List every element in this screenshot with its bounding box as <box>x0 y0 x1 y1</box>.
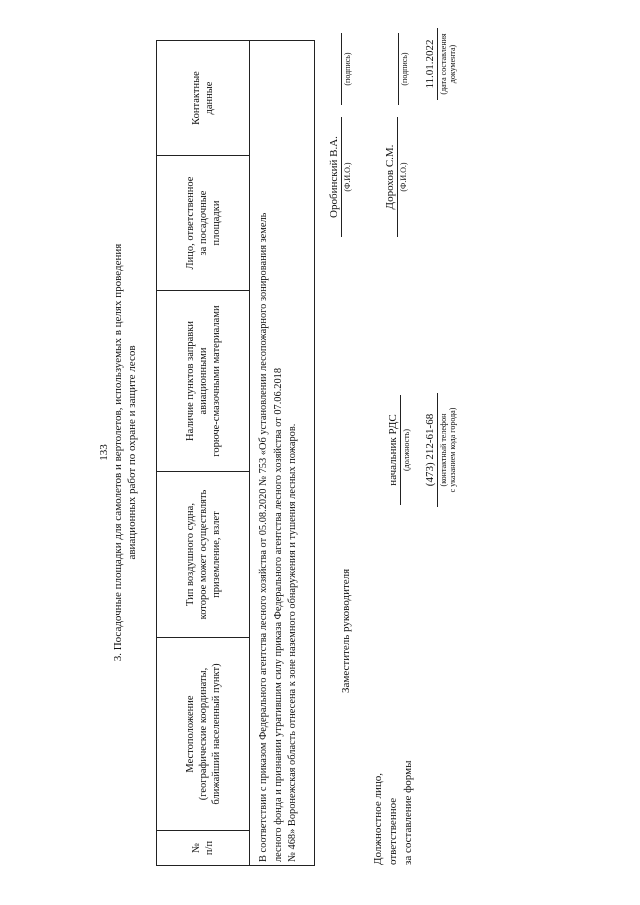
table-header-row <box>157 41 250 865</box>
section-title-line-2: авиационных работ по охране и защите лесов <box>126 345 138 560</box>
responsible-signature-caption: (подпись) <box>400 52 409 86</box>
phone-caption-line-2: с указанием кода города) <box>448 407 457 493</box>
section-title-line-1: 3. Посадочные площадки для самолетов и вертолетов, используемых в целях проведения <box>112 243 124 662</box>
position-value: начальник РДС <box>387 395 401 505</box>
position-caption: (должность) <box>402 429 411 471</box>
note-line-1: В соответствии с приказом Федерального агентства лесного хозяйства от 05.08.2020 № 753 «Об установлении лесопожарного зонирования земель <box>258 212 269 862</box>
page-number: 133 <box>98 444 110 461</box>
date-caption-line-2: документа) <box>448 44 457 84</box>
header-cell-responsible-person: Лицо, ответственное за посадочные площадки <box>157 155 249 290</box>
header-cell-contacts: Контактные данные <box>191 71 215 125</box>
header-cell-fuel-points: Наличие пунктов заправки авиационными горюче-смазочными материалами <box>157 290 249 471</box>
phone-value: (473) 212-61-68 <box>424 393 438 507</box>
table-note-row <box>250 41 301 865</box>
responsible-name: Дорохов С.М. <box>384 117 398 237</box>
deputy-label: Заместитель руководителя <box>340 568 352 693</box>
phone-caption-line-1: (контактный телефон <box>439 413 448 487</box>
responsible-label-line-3: за составление формы <box>402 760 414 865</box>
deputy-signature-caption: (подпись) <box>343 52 352 86</box>
header-cell-location: Местоположение (географические координаты, ближайший населенный пункт) <box>157 637 249 830</box>
note-line-3: № 468» Воронежская область отнесена к зоне наземного обнаружения и тушения лесных пожаров. <box>287 423 298 862</box>
note-line-2: лесного фонда и признании утратившим силу приказа Федерального агентства лесного хозяйства от 07.06.2018 <box>272 367 284 862</box>
responsible-fio-caption: (Ф.И.О.) <box>399 162 408 192</box>
deputy-fio-caption: (Ф.И.О.) <box>343 162 352 192</box>
responsible-signature-line <box>397 33 399 105</box>
deputy-name: Оробинский В.А. <box>328 117 342 237</box>
landing-sites-table <box>156 40 315 866</box>
date-caption-line-1: (дата составления <box>439 33 448 95</box>
responsible-label-line-1: Должностное лицо, <box>372 773 384 865</box>
deputy-signature-line <box>340 33 342 105</box>
date-value: 11.01.2022 <box>424 28 438 100</box>
header-cell-aircraft-type: Тип воздушного судна, которое может осуществлять приземление, взлет <box>157 471 249 637</box>
header-cell-number: № п/п <box>157 830 249 865</box>
responsible-label-line-2: ответственное <box>387 797 399 865</box>
